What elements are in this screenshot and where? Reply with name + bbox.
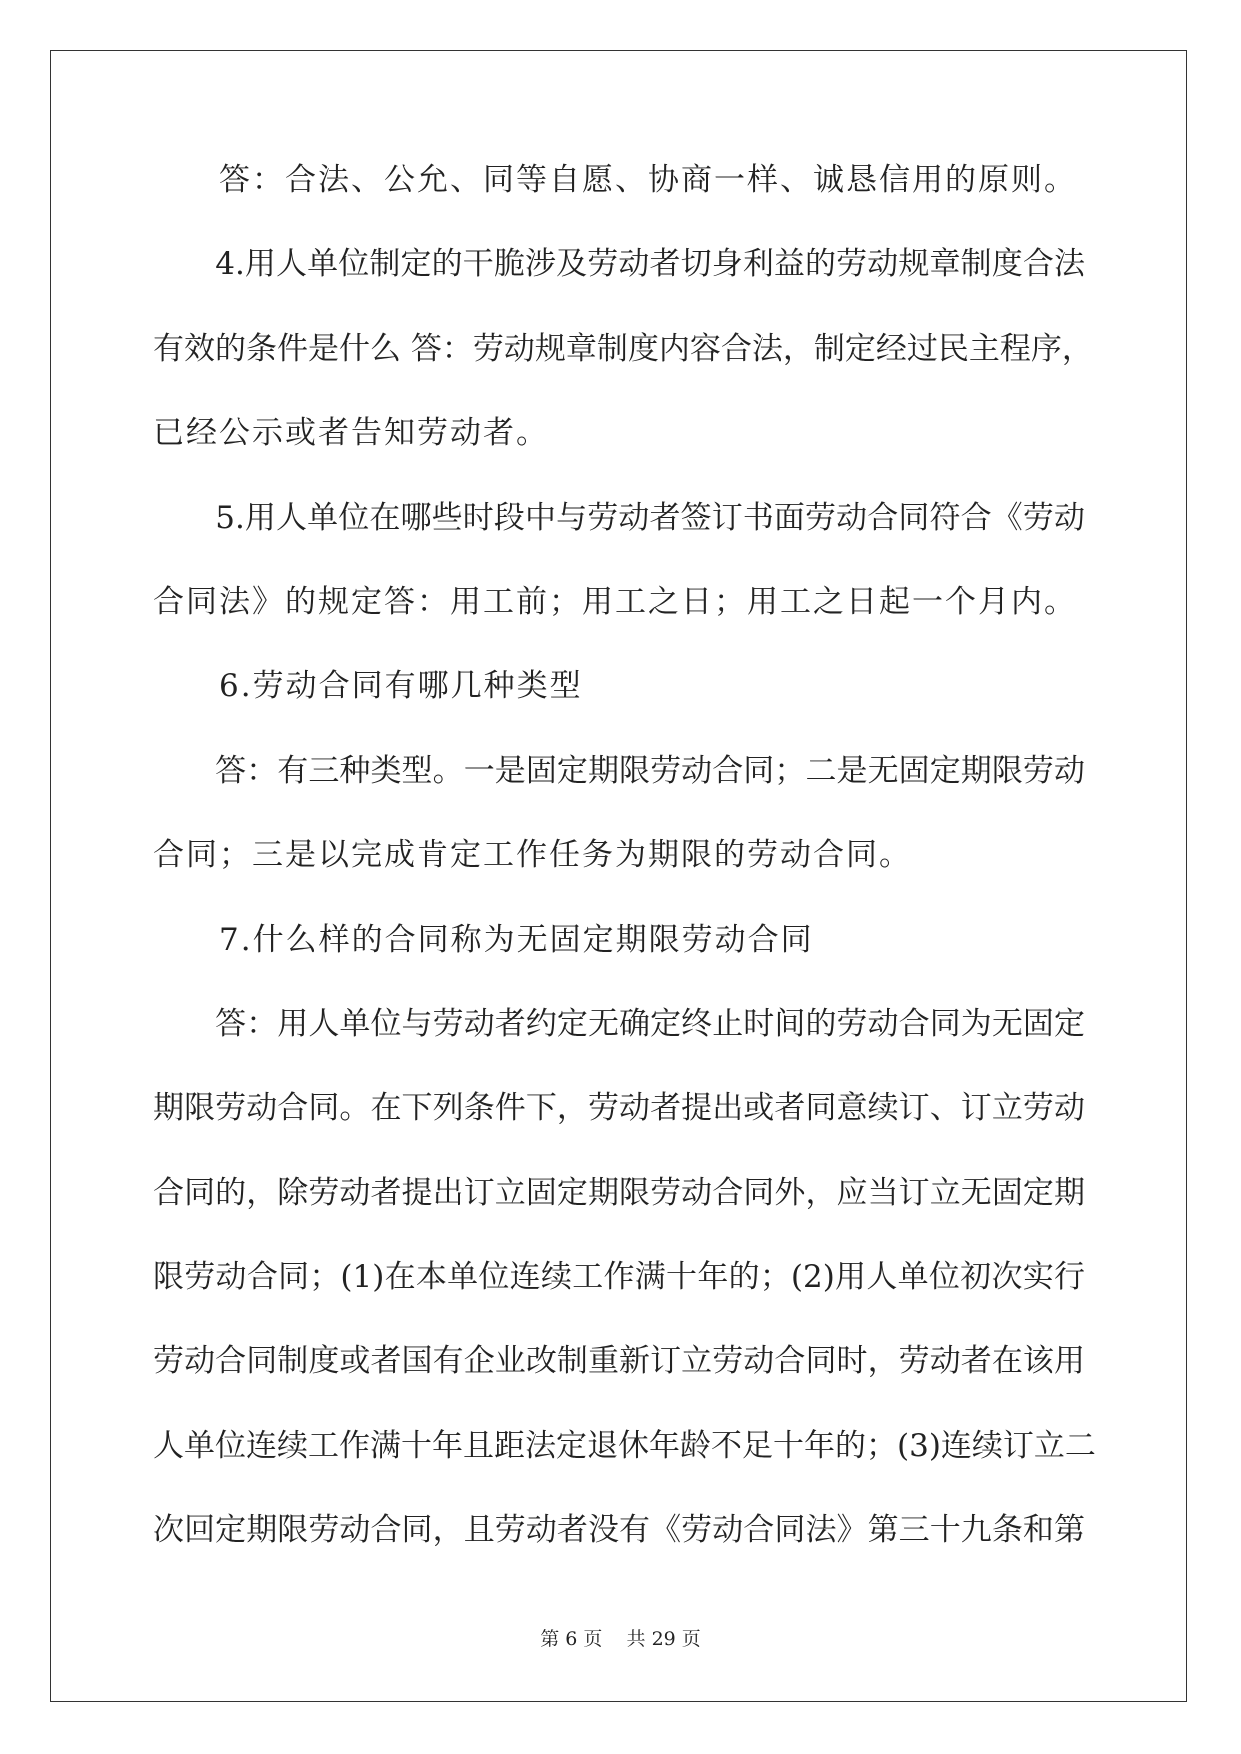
text-line: 合同的，除劳动者提出订立固定期限劳动合同外，应当订立无固定期 bbox=[153, 1174, 1085, 1211]
text-line: 期限劳动合同。在下列条件下，劳动者提出或者同意续订、订立劳动 bbox=[153, 1090, 1085, 1127]
text-line: 答：有三种类型。一是固定期限劳动合同；二是无固定期限劳动 bbox=[153, 752, 1085, 789]
text-line: 限劳动合同；(1)在本单位连续工作满十年的；(2)用人单位初次实行 bbox=[153, 1259, 1085, 1296]
text-line: 合同；三是以完成肯定工作任务为期限的劳动合同。 bbox=[153, 837, 912, 874]
page-number: 第 6 页 共 29 页 bbox=[540, 1628, 701, 1650]
text-line: 次回定期限劳动合同，且劳动者没有《劳动合同法》第三十九条和第 bbox=[153, 1512, 1085, 1549]
document-body bbox=[153, 160, 1096, 1595]
text-line: 劳动合同制度或者国有企业改制重新订立劳动合同时，劳动者在该用 bbox=[153, 1343, 1085, 1380]
text-line: 7.什么样的合同称为无固定期限劳动合同 bbox=[153, 921, 814, 958]
text-line: 已经公示或者告知劳动者。 bbox=[153, 415, 549, 452]
text-line: 5.用人单位在哪些时段中与劳动者签订书面劳动合同符合《劳动 bbox=[153, 499, 1085, 536]
text-line: 答：用人单位与劳动者约定无确定终止时间的劳动合同为无固定 bbox=[153, 1005, 1085, 1042]
text-line: 4.用人单位制定的干脆涉及劳动者切身利益的劳动规章制度合法 bbox=[153, 246, 1085, 283]
text-line: 答：合法、公允、同等自愿、协商一样、诚恳信用的原则。 bbox=[153, 162, 1077, 198]
text-line: 有效的条件是什么 答：劳动规章制度内容合法，制定经过民主程序， bbox=[153, 330, 1093, 367]
page-footer bbox=[0, 1624, 1241, 1651]
text-line: 合同法》的规定答：用工前；用工之日；用工之日起一个月内。 bbox=[153, 583, 1077, 620]
text-line: 人单位连续工作满十年且距法定退休年龄不足十年的；(3)连续订立二 bbox=[153, 1427, 1096, 1464]
text-line: 6.劳动合同有哪几种类型 bbox=[153, 668, 583, 705]
